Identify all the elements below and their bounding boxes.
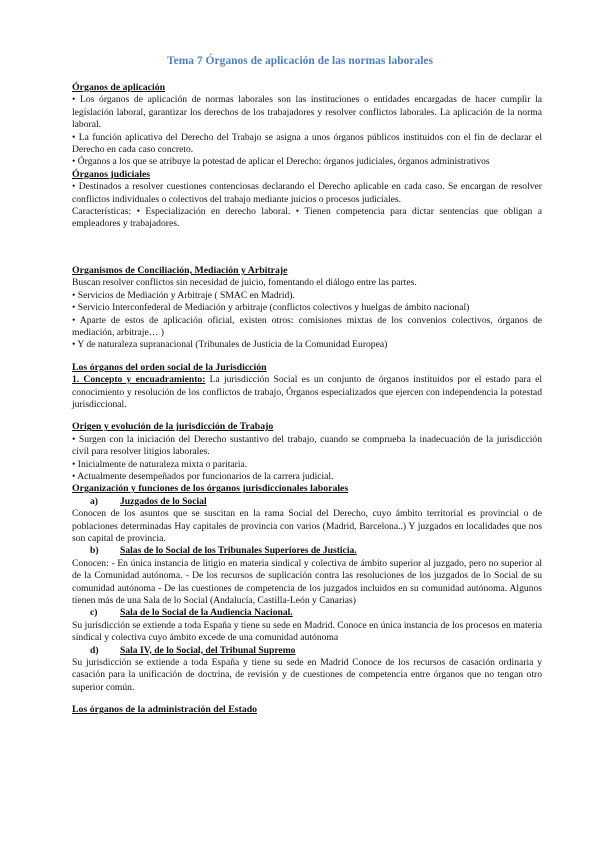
heading-organizacion-funciones: Organización y funciones de los órganos jurisdiccionales laborales	[72, 483, 349, 495]
bullet-paragraph: • Destinados a resolver cuestiones contenciosas declarando el Derecho aplicable en cada caso. Se encargan de resolver conflictos individuales o colectivos del trabajo mediante juicios o procesos judiciales.	[72, 181, 542, 205]
item-paragraph: Su jurisdicción se extiende a toda España y tiene su sede en Madrid. Conoce en única instancia de los procesos en materia sindical y colectiva cuyo ámbito excede de una comunidad autónoma	[72, 619, 542, 644]
subheading-label: Sala IV, de lo Social, del Tribunal Supremo	[120, 644, 296, 656]
item-paragraph: Su jurisdicción se extiende a toda España y tiene su sede en Madrid Conoce de los recursos de casación ordinaria y casación para la unificación de doctrina, de revisión y de cuestiones de competencia entre órganos que no tengan otro superior común.	[72, 657, 542, 693]
subheading-audiencia-nacional	[72, 607, 542, 619]
bullet-paragraph: • Órganos a los que se atribuye la potestad de aplicar el Derecho: órganos judiciales, órganos administrativos	[72, 156, 490, 168]
subheading-label: Salas de lo Social de los Tribunales Superiores de Justicia.	[120, 545, 357, 557]
heading-organos-aplicacion: Órganos de aplicación	[72, 82, 166, 93]
document-body	[72, 82, 542, 717]
heading-origen-evolucion: Origen y evolución de la jurisdicción de Trabajo	[72, 421, 274, 433]
heading-conciliacion: Organismos de Conciliación, Mediación y Arbitraje	[72, 264, 288, 276]
heading-orden-social: Los órganos del orden social de la Jurisdicción	[72, 361, 267, 373]
subheading-juzgados	[72, 496, 542, 508]
bullet-paragraph: • Y de naturaleza supranacional (Tribunales de Justicia de la Comunidad Europea)	[72, 339, 388, 351]
page-title: Tema 7 Órganos de aplicación de las normas laborales	[167, 55, 433, 67]
list-marker: a)	[90, 495, 98, 507]
concept-paragraph	[72, 374, 542, 411]
bullet-paragraph: • Los órganos de aplicación de normas laborales son las instituciones o entidades encargadas de hacer cumplir la legislación laboral, garantizar los derechos de los trabajadores y resolver conflictos laborales. La aplicación de la norma laboral.	[72, 94, 542, 131]
bullet-paragraph: • Inicialmente de naturaleza mixta o paritaria.	[72, 458, 248, 470]
subheading-label: Sala de lo Social de la Audiencia Nacional.	[120, 607, 293, 619]
subheading-tsj	[72, 545, 542, 557]
item-paragraph: Conocen: - En única instancia de litigio en materia sindical y colectiva de ámbito superior al juzgado, pero no superior al de la Comunidad autónoma. - De los recursos de suplicación contra las resoluciones de los juzgados de lo Social de su comunidad autónoma - De las cuestiones de competencia de los juzgados incluidos en su comunidad autónoma. Algunos tienen más de una Sala de lo Social (Andalucía, Castilla-León y Canarias)	[72, 557, 542, 607]
list-marker: b)	[90, 545, 99, 557]
list-marker: d)	[90, 644, 99, 656]
heading-administracion-estado: Los órganos de la administración del Estado	[72, 704, 258, 716]
bullet-paragraph: • Surgen con la iniciación del Derecho sustantivo del trabajo, cuando se comprueba la inadecuación de la jurisdicción civil para resolver litigios laborales.	[72, 433, 542, 458]
heading-organos-judiciales: Órganos judiciales	[72, 168, 151, 180]
item-paragraph: Conocen de los asuntos que se suscitan en la rama Social del Derecho, cuyo ámbito territorial es provincial o de poblaciones determinadas Hay capitales de provincia con varios (Madrid, Barcelona..) Y juzgados en localidades que nos son capital de provincia.	[72, 508, 542, 544]
bullet-paragraph: • La función aplicativa del Derecho del Trabajo se asigna a unos órganos públicos instituidos con el fin de declarar el Derecho en cada caso concreto.	[72, 131, 542, 156]
bullet-paragraph: • Aparte de estos de aplicación oficial, existen otros: comisiones mixtas de los convenios colectivos, órganos de mediación, arbitraje… )	[72, 314, 542, 338]
subheading-tribunal-supremo	[72, 645, 542, 657]
concept-text: La jurisdicción Social es un conjunto de órganos instituidos por el estado para el conocimiento y resolución de los conflictos de trabajo, Órganos especializados que ejercen con independencia la potestad jurisdiccional.	[72, 374, 542, 410]
concept-label: 1. Concepto y encuadramiento:	[72, 374, 206, 386]
subheading-label: Juzgados de lo Social	[120, 495, 207, 507]
bullet-paragraph: • Actualmente desempeñados por funcionarios de la carrera judicial.	[72, 470, 334, 482]
list-marker: c)	[90, 607, 98, 619]
characteristics-paragraph: Características: • Especialización en derecho laboral. • Tienen competencia para dictar sentencias que obligan a empleadores y trabajadores.	[72, 206, 542, 230]
bullet-paragraph: • Servicios de Mediación y Arbitraje ( SMAC en Madrid).	[72, 289, 295, 301]
intro-paragraph: Buscan resolver conflictos sin necesidad de juicio, fomentando el diálogo entre las partes.	[72, 277, 417, 289]
bullet-paragraph: • Servicio Interconfederal de Mediación y arbitraje (conflictos colectivos y huelgas de ámbito nacional)	[72, 302, 470, 314]
